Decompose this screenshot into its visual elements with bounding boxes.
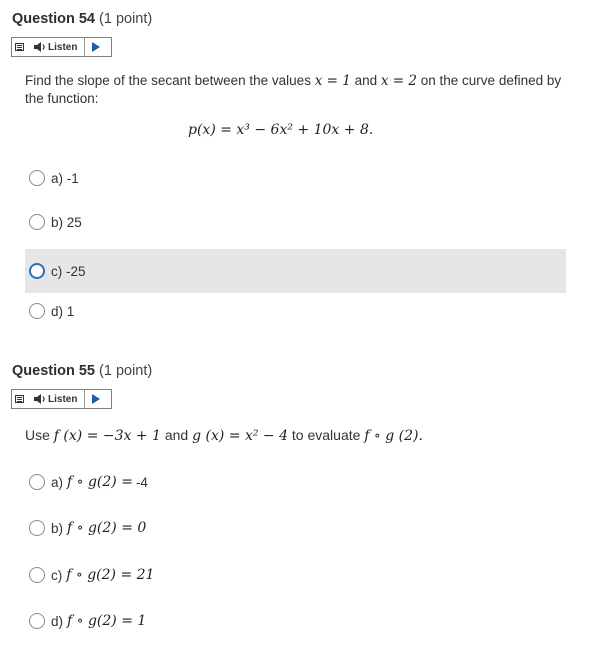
- radio-button[interactable]: [29, 214, 45, 230]
- radio-button[interactable]: [29, 520, 45, 536]
- text-use: Use: [25, 427, 50, 443]
- function-formula: p(x) = x³ − 6x² + 10x + 8.: [188, 122, 374, 138]
- math-x-eq-2: x = 2: [380, 73, 417, 89]
- listen-divider: [84, 390, 85, 408]
- document-icon[interactable]: [15, 395, 24, 403]
- text-and: and: [354, 73, 378, 88]
- listen-widget-54[interactable]: [11, 37, 112, 57]
- document-icon[interactable]: [15, 43, 24, 51]
- choice-value: -4: [135, 474, 148, 490]
- math-g-definition: g (x) = x² − 4: [192, 428, 289, 444]
- choice-55-b[interactable]: [25, 506, 566, 550]
- radio-button[interactable]: [29, 303, 45, 319]
- choice-54-b[interactable]: [25, 200, 566, 244]
- choice-55-c[interactable]: [25, 553, 566, 597]
- listen-label[interactable]: Listen: [48, 393, 78, 405]
- question-54-header: [12, 11, 152, 27]
- radio-button[interactable]: [29, 613, 45, 629]
- choice-expression: f ∘ g(2) = 0: [67, 520, 147, 536]
- question-text-end: on the curve defined by the function:: [25, 73, 562, 106]
- question-text: Find the slope of the secant between the values: [25, 73, 311, 88]
- choice-letter: c): [51, 263, 63, 279]
- choice-expression: f ∘ g(2) = 21: [66, 567, 155, 583]
- radio-button[interactable]: [29, 170, 45, 186]
- choice-value: 25: [66, 214, 82, 230]
- choice-letter: b): [51, 520, 64, 536]
- radio-button[interactable]: [29, 263, 45, 279]
- listen-widget-55[interactable]: [11, 389, 112, 409]
- text-and: and: [164, 427, 189, 443]
- choice-letter: c): [51, 567, 63, 583]
- question-title: Question 55: [12, 363, 95, 379]
- choice-54-a[interactable]: [25, 156, 566, 200]
- math-f-definition: f (x) = −3x + 1: [53, 428, 161, 444]
- choice-letter: d): [51, 613, 64, 629]
- question-55-header: [12, 363, 152, 379]
- question-title: Question 54: [12, 11, 95, 27]
- question-54-text: [25, 72, 565, 107]
- text-to-evaluate: to evaluate: [291, 427, 361, 443]
- choice-value: -1: [66, 170, 79, 186]
- choice-expression: f ∘ g(2) =: [67, 474, 133, 490]
- play-icon[interactable]: [92, 394, 100, 404]
- choice-letter: d): [51, 303, 64, 319]
- choice-55-a[interactable]: [25, 460, 566, 504]
- choice-expression: f ∘ g(2) = 1: [67, 613, 147, 629]
- choice-54-c[interactable]: [25, 249, 566, 293]
- radio-button[interactable]: [29, 474, 45, 490]
- speaker-icon: [33, 393, 47, 405]
- math-target: f ∘ g (2).: [364, 428, 423, 444]
- listen-divider: [84, 38, 85, 56]
- listen-label[interactable]: Listen: [48, 41, 78, 53]
- choice-value: -25: [66, 263, 86, 279]
- choice-55-d[interactable]: [25, 599, 566, 643]
- choice-letter: a): [51, 170, 64, 186]
- question-points: (1 point): [99, 363, 153, 379]
- choice-value: 1: [66, 303, 75, 319]
- choice-letter: b): [51, 214, 64, 230]
- question-55-text: [25, 427, 565, 445]
- math-x-eq-1: x = 1: [314, 73, 351, 89]
- speaker-icon: [33, 41, 47, 53]
- choice-54-d[interactable]: [25, 289, 566, 333]
- play-icon[interactable]: [92, 42, 100, 52]
- radio-button[interactable]: [29, 567, 45, 583]
- question-points: (1 point): [99, 11, 153, 27]
- choice-letter: a): [51, 474, 64, 490]
